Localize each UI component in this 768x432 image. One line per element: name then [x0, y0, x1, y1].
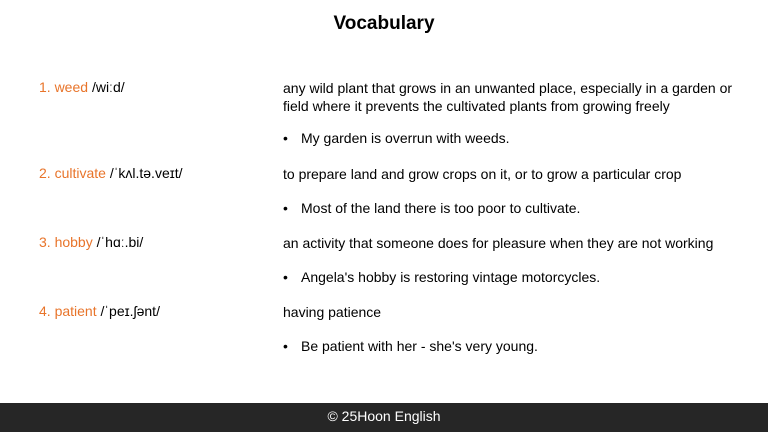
bullet-icon: •	[283, 200, 288, 216]
vocab-example-text: Most of the land there is too poor to cultivate.	[301, 200, 581, 216]
vocab-word: 1. weed	[39, 79, 89, 95]
vocab-term	[39, 234, 143, 250]
vocab-ipa: /ˈpeɪ.ʃənt/	[100, 303, 160, 319]
vocab-example	[283, 269, 600, 285]
vocab-definition: having patience	[283, 304, 382, 320]
bullet-icon: •	[283, 269, 288, 285]
bullet-icon: •	[283, 130, 288, 146]
vocab-term	[39, 303, 160, 319]
vocab-word: 2. cultivate	[39, 165, 106, 181]
vocab-example	[283, 130, 510, 146]
vocab-definition: an activity that someone does for pleasure when they are not working	[283, 235, 714, 251]
vocab-example-text: My garden is overrun with weeds.	[301, 130, 510, 146]
vocab-ipa: /ˈkʌl.tə.veɪt/	[109, 165, 183, 181]
vocab-example-text: Be patient with her - she's very young.	[301, 338, 538, 354]
vocab-example-text: Angela's hobby is restoring vintage motorcycles.	[301, 269, 601, 285]
page-title: Vocabulary	[333, 13, 435, 34]
vocab-definition: to prepare land and grow crops on it, or to grow a particular crop	[283, 166, 682, 182]
vocab-ipa: /ˈhɑː.bi/	[96, 234, 144, 250]
copyright-footer: © 25Hoon English	[0, 403, 768, 432]
vocab-definition: any wild plant that grows in an unwanted place, especially in a garden or field where it prevents the cultivated plants from growing freely	[283, 80, 733, 114]
bullet-icon: •	[283, 338, 288, 354]
vocab-example	[283, 200, 580, 216]
vocab-ipa: /wiːd/	[91, 79, 125, 95]
vocab-word: 4. patient	[39, 303, 97, 319]
vocab-term	[39, 79, 125, 95]
vocab-word: 3. hobby	[39, 234, 93, 250]
vocab-term	[39, 165, 183, 181]
vocab-example	[283, 338, 538, 354]
